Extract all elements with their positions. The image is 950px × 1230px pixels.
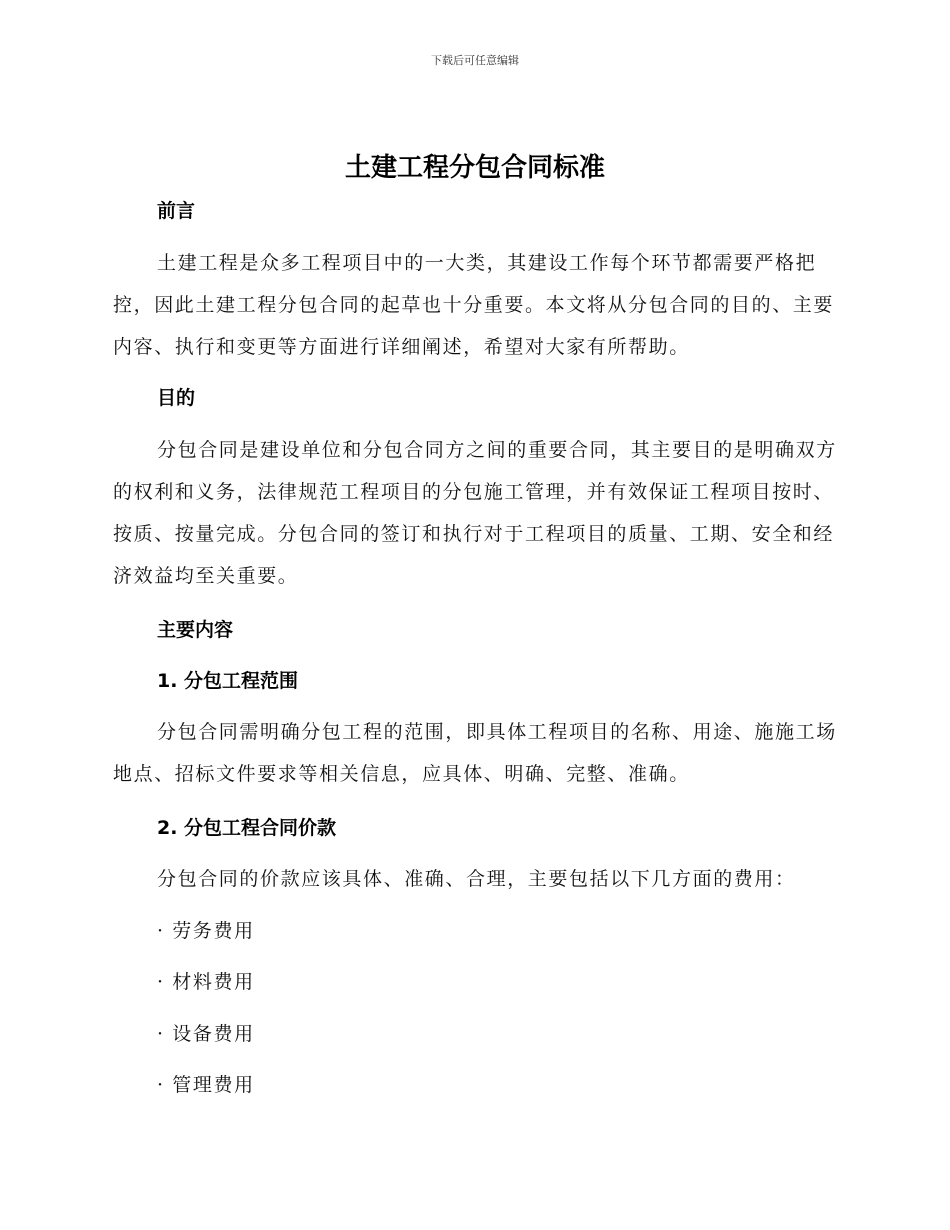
page-header-note: 下载后可任意编辑 <box>431 54 519 67</box>
document-title: 土建工程分包合同标准 <box>344 153 605 183</box>
section-1-paragraph: 分包合同需明确分包工程的范围，即具体工程项目的名称、用途、施施工场地点、招标文件要求等相关信息，应具体、明确、完整、准确。 <box>113 721 837 785</box>
preface-heading: 前言 <box>157 200 196 222</box>
list-item-material-fee: · 材料费用 <box>157 971 255 993</box>
purpose-heading: 目的 <box>157 387 196 409</box>
list-item-equipment-fee: · 设备费用 <box>157 1023 255 1045</box>
list-item-management-fee: · 管理费用 <box>157 1074 255 1096</box>
section-1-heading: 1. 分包工程范围 <box>157 670 299 692</box>
main-content-heading: 主要内容 <box>157 619 234 641</box>
preface-paragraph: 土建工程是众多工程项目中的一大类，其建设工作每个环节都需要严格把控，因此土建工程分包合同的起草也十分重要。本文将从分包合同的目的、主要内容、执行和变更等方面进行详细阐述，希望对大家有所帮助。 <box>113 252 835 358</box>
section-2-paragraph: 分包合同的价款应该具体、准确、合理，主要包括以下几方面的费用： <box>157 868 796 890</box>
list-item-labor-fee: · 劳务费用 <box>157 920 255 942</box>
section-2-heading: 2. 分包工程合同价款 <box>157 817 337 839</box>
purpose-paragraph: 分包合同是建设单位和分包合同方之间的重要合同，其主要目的是明确双方的权利和义务，法律规范工程项目的分包施工管理，并有效保证工程项目按时、按质、按量完成。分包合同的签订和执行对于工程项目的质量、工期、安全和经济效益均至关重要。 <box>113 439 837 587</box>
